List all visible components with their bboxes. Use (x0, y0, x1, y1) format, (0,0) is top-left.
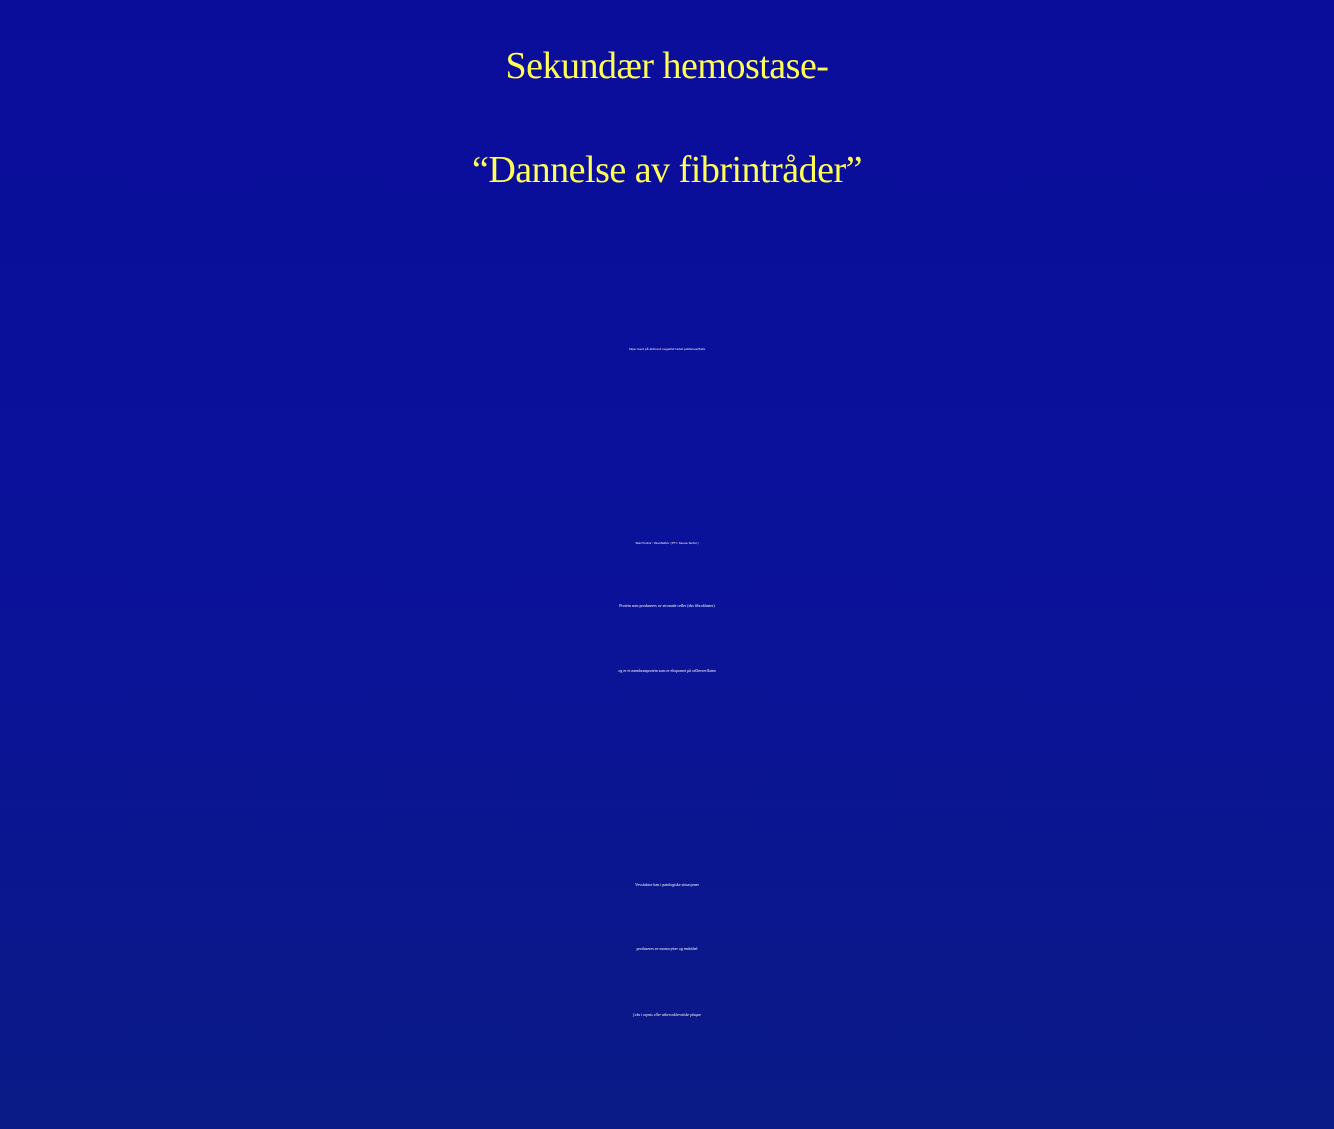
pathology-example: f.eks i sepsis eller atherosklerotiske plaque (632, 1012, 702, 1017)
membrane-description: og er et membranprotein som er eksponert på celleoverflaten (618, 668, 716, 673)
slide-title-line-2: “Dannelse av fibrintråder” (471, 149, 862, 191)
slide-title-line-1: Sekundær hemostase- (505, 45, 829, 87)
pathology-line-2: produseres av monocytter og endothel (636, 946, 698, 951)
surface-statement: Skjer best på aktivert negativt ladet plateoverflate (628, 347, 706, 351)
pathology-line-1: Vevsfaktor kan i patologiske situasjoner (635, 882, 699, 887)
protein-description: Protein som produseres av stromale celler (eks fibroblaster) (619, 603, 715, 608)
startmotor-heading: Startmotor: Vevsfaktor (TF= tissue factor) (635, 541, 699, 545)
